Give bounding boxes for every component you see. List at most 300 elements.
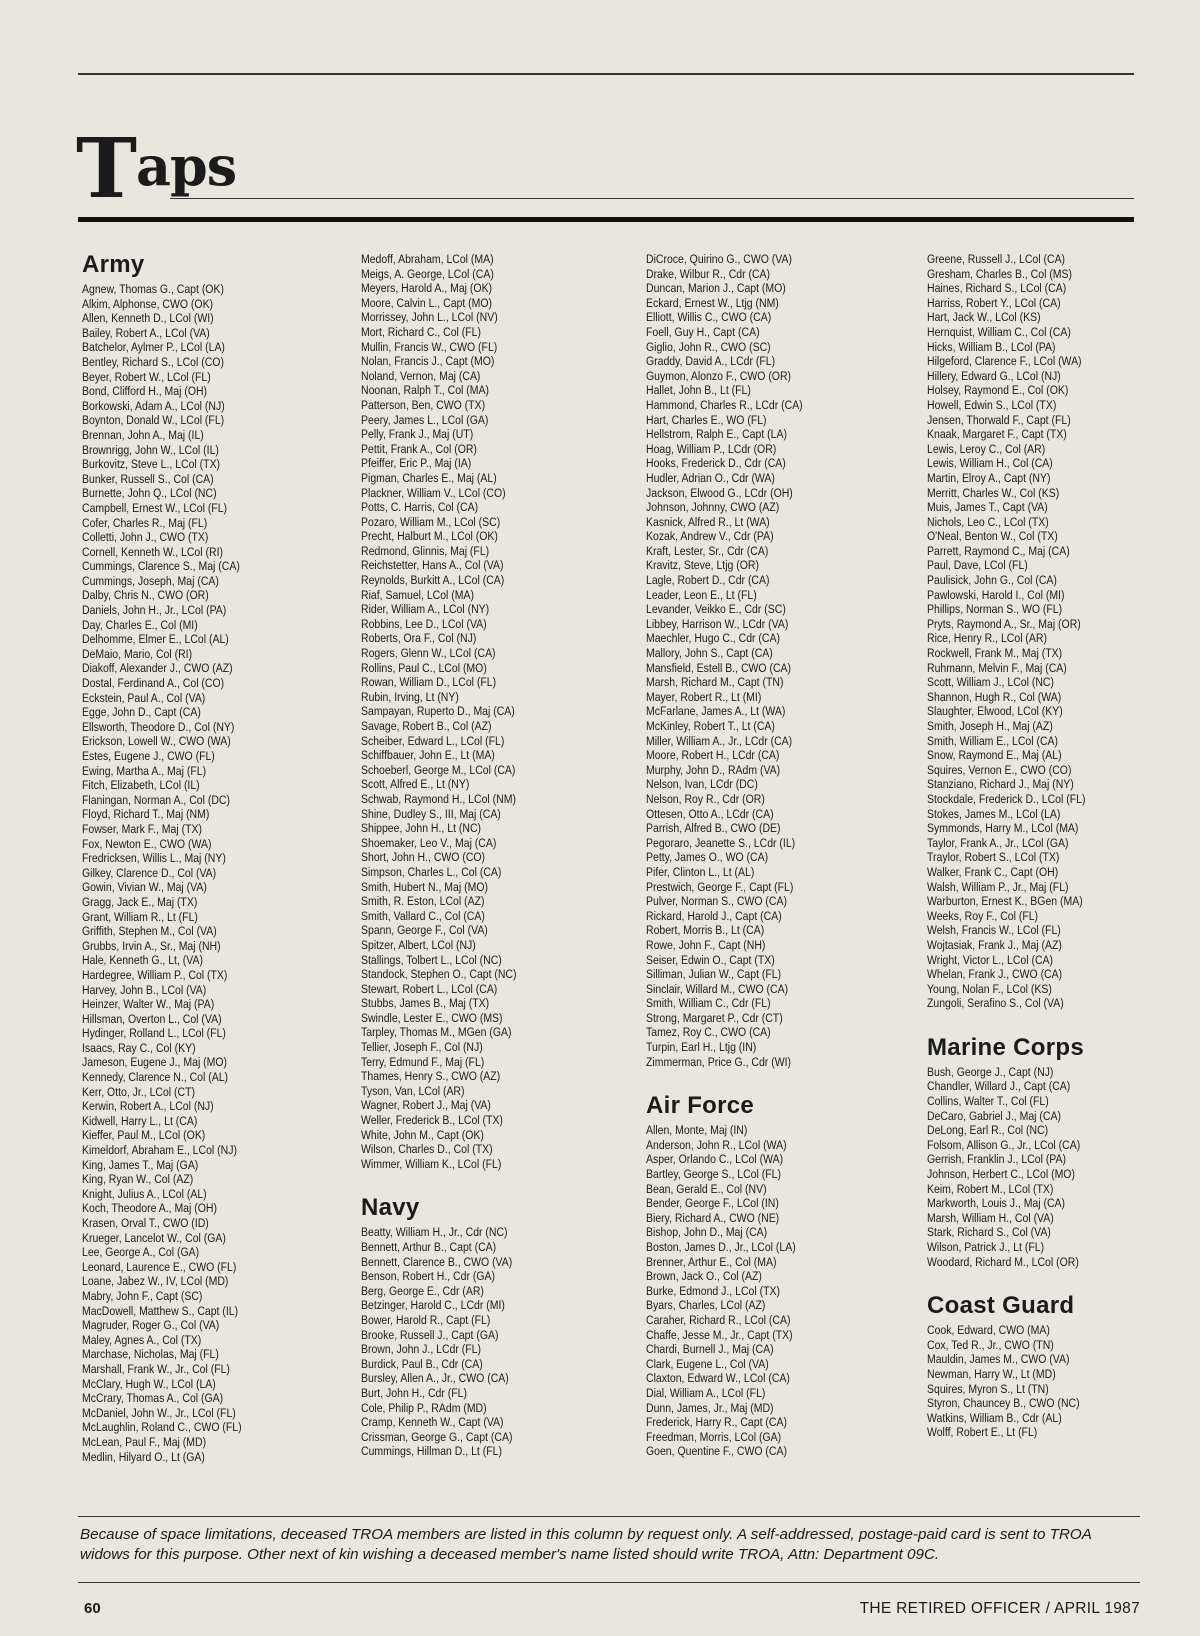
list-item: DiCroce, Quirino G., CWO (VA) xyxy=(646,252,792,266)
list-item: Floyd, Richard T., Maj (NM) xyxy=(82,807,210,822)
list-item: Bennett, Clarence B., CWO (VA) xyxy=(361,1254,513,1269)
list-item: Miller, William A., Jr., LCdr (CA) xyxy=(646,733,793,748)
list-item: Stallings, Tolbert L., LCol (NC) xyxy=(361,952,502,967)
list-item: Fox, Newton E., CWO (WA) xyxy=(82,836,212,851)
list-item: Folsom, Allison G., Jr., LCol (CA) xyxy=(927,1137,1081,1152)
list-item: Leonard, Laurence E., CWO (FL) xyxy=(82,1259,237,1274)
list-item: Drake, Wilbur R., Cdr (CA) xyxy=(646,266,771,281)
list-item: Mayer, Robert R., Lt (MI) xyxy=(646,689,762,704)
list-item: Delhomme, Elmer E., LCol (AL) xyxy=(82,632,229,647)
list-item: Kieffer, Paul M., LCol (OK) xyxy=(82,1128,206,1143)
list-item: Fitch, Elizabeth, LCol (IL) xyxy=(82,778,200,793)
list-item: Isaacs, Ray C., Col (KY) xyxy=(82,1040,196,1055)
list-item: Chardi, Burnell J., Maj (CA) xyxy=(646,1342,774,1357)
list-item: Lagle, Robert D., Cdr (CA) xyxy=(646,573,770,588)
list-item: Ruhmann, Melvin F., Maj (CA) xyxy=(927,660,1067,675)
list-item: Bush, George J., Capt (NJ) xyxy=(927,1064,1054,1079)
list-item: Leader, Leon E., Lt (FL) xyxy=(646,587,757,602)
footnote-bottom-rule xyxy=(78,1582,1140,1583)
list-item: Weeks, Roy F., Col (FL) xyxy=(927,908,1039,923)
list-item: Stokes, James M., LCol (LA) xyxy=(927,806,1061,821)
list-item: Hydinger, Rolland L., LCol (FL) xyxy=(82,1026,226,1041)
list-item: Jameson, Eugene J., Maj (MO) xyxy=(82,1055,228,1070)
list-item: Turpin, Earl H., Ltjg (IN) xyxy=(646,1040,757,1055)
column-2 xyxy=(361,252,631,1459)
list-item: Watkins, William B., Cdr (AL) xyxy=(927,1410,1062,1425)
list-item: Alkim, Alphonse, CWO (OK) xyxy=(82,296,214,311)
list-item: Ellsworth, Theodore D., Col (NY) xyxy=(82,719,235,734)
list-item: Rickard, Harold J., Capt (CA) xyxy=(646,908,782,923)
list-item: Holsey, Raymond E., Col (OK) xyxy=(927,383,1069,398)
list-item: Cummings, Clarence S., Maj (CA) xyxy=(82,559,240,574)
page-number: 60 xyxy=(84,1600,101,1617)
list-item: Hale, Kenneth G., Lt, (VA) xyxy=(82,953,203,968)
list-item: Rockwell, Frank M., Maj (TX) xyxy=(927,646,1063,661)
list-item: Gerrish, Franklin J., LCol (PA) xyxy=(927,1152,1067,1167)
list-item: Allen, Kenneth D., LCol (WI) xyxy=(82,311,214,326)
list-item: Knaak, Margaret F., Capt (TX) xyxy=(927,427,1067,442)
list-item: Bower, Harold R., Capt (FL) xyxy=(361,1312,491,1327)
list-item: Mauldin, James M., CWO (VA) xyxy=(927,1352,1070,1367)
coast-guard-list xyxy=(927,1323,1197,1440)
list-item: Swindle, Lester E., CWO (MS) xyxy=(361,1010,503,1025)
list-item: Fredricksen, Willis L., Maj (NY) xyxy=(82,851,226,866)
list-item: Fowser, Mark F., Maj (TX) xyxy=(82,821,202,836)
list-item: Parrish, Alfred B., CWO (DE) xyxy=(646,821,781,836)
list-item: Merritt, Charles W., Col (KS) xyxy=(927,485,1060,500)
list-item: MacDowell, Matthew S., Capt (IL) xyxy=(82,1303,239,1318)
list-item: Crissman, George G., Capt (CA) xyxy=(361,1429,513,1444)
column-4 xyxy=(927,252,1197,1440)
list-item: Griffith, Stephen M., Col (VA) xyxy=(82,924,217,939)
list-item: Brennan, John A., Maj (IL) xyxy=(82,427,204,442)
list-item: Patterson, Ben, CWO (TX) xyxy=(361,397,486,412)
list-item: Dial, William A., LCol (FL) xyxy=(646,1385,766,1400)
list-item: Standock, Stephen O., Capt (NC) xyxy=(361,967,517,982)
list-item: Ottesen, Otto A., LCdr (CA) xyxy=(646,806,774,821)
list-item: Hellstrom, Ralph E., Capt (LA) xyxy=(646,427,787,442)
list-item: Slaughter, Elwood, LCol (KY) xyxy=(927,704,1063,719)
list-item: Mullin, Francis W., CWO (FL) xyxy=(361,339,498,354)
list-item: Loane, Jabez W., IV, LCol (MD) xyxy=(82,1274,229,1289)
list-item: Cummings, Hillman D., Lt (FL) xyxy=(361,1444,502,1459)
list-item: Moore, Calvin L., Capt (MO) xyxy=(361,295,493,310)
list-item: Savage, Robert B., Col (AZ) xyxy=(361,719,492,733)
list-item: Eckard, Ernest W., Ltjg (NM) xyxy=(646,295,779,310)
list-item: Schoeberl, George M., LCol (CA) xyxy=(361,762,516,777)
list-item: Biery, Richard A., CWO (NE) xyxy=(646,1210,780,1225)
list-item: Kerr, Otto, Jr., LCol (CT) xyxy=(82,1084,195,1099)
list-item: Noonan, Ralph T., Col (MA) xyxy=(361,383,489,398)
list-item: Lewis, William H., Col (CA) xyxy=(927,456,1053,471)
list-item: Bartley, George S., LCol (FL) xyxy=(646,1167,781,1182)
list-item: Chaffe, Jesse M., Jr., Capt (TX) xyxy=(646,1327,793,1342)
list-item: Mallory, John S., Capt (CA) xyxy=(646,646,773,661)
list-item: Traylor, Robert S., LCol (TX) xyxy=(927,850,1060,865)
list-item: Mort, Richard C., Col (FL) xyxy=(361,324,481,339)
list-item: Kravitz, Steve, Ltjg (OR) xyxy=(646,558,759,573)
list-item: Goen, Quentine F., CWO (CA) xyxy=(646,1444,787,1459)
list-item: Wilson, Patrick J., Lt (FL) xyxy=(927,1240,1045,1254)
list-item: Medoff, Abraham, LCol (MA) xyxy=(361,252,494,266)
list-item: Jensen, Thorwald F., Capt (FL) xyxy=(927,412,1071,427)
list-item: Kidwell, Harry L., Lt (CA) xyxy=(82,1113,198,1128)
list-item: Giglio, John R., CWO (SC) xyxy=(646,339,771,354)
list-item: Rollins, Paul C., LCol (MO) xyxy=(361,660,487,675)
list-item: Terry, Edmund F., Maj (FL) xyxy=(361,1054,485,1069)
list-item: King, Ryan W., Col (AZ) xyxy=(82,1172,194,1187)
list-item: Dostal, Ferdinand A., Col (CO) xyxy=(82,676,225,691)
list-item: Cox, Ted R., Jr., CWO (TN) xyxy=(927,1337,1054,1352)
list-item: Pelly, Frank J., Maj (UT) xyxy=(361,427,474,442)
list-item: Lee, George A., Col (GA) xyxy=(82,1245,200,1260)
list-item: Zungoli, Serafino S., Col (VA) xyxy=(927,996,1064,1011)
navy-list-1 xyxy=(361,1225,631,1459)
list-item: White, John M., Capt (OK) xyxy=(361,1127,484,1142)
list-item: Pifer, Clinton L., Lt (AL) xyxy=(646,864,755,879)
list-item: Sampayan, Ruperto D., Maj (CA) xyxy=(361,704,515,719)
list-item: Warburton, Ernest K., BGen (MA) xyxy=(927,894,1083,909)
list-item: Bishop, John D., Maj (CA) xyxy=(646,1225,768,1240)
list-item: Levander, Veikko E., Cdr (SC) xyxy=(646,602,786,617)
list-item: Brown, Jack O., Col (AZ) xyxy=(646,1269,762,1284)
list-item: Koch, Theodore A., Maj (OH) xyxy=(82,1201,217,1216)
list-item: Shannon, Hugh R., Col (WA) xyxy=(927,689,1062,704)
list-item: Hoag, William P., LCdr (OR) xyxy=(646,441,777,456)
list-item: Kasnick, Alfred R., Lt (WA) xyxy=(646,514,770,529)
list-item: Pawlowski, Harold I., Col (MI) xyxy=(927,587,1065,602)
list-item: Rider, William A., LCol (NY) xyxy=(361,602,490,617)
list-item: Clark, Eugene L., Col (VA) xyxy=(646,1356,769,1371)
list-item: Zimmerman, Price G., Cdr (WI) xyxy=(646,1054,792,1069)
list-item: Cole, Philip P., RAdm (MD) xyxy=(361,1400,487,1415)
list-item: Stewart, Robert L., LCol (CA) xyxy=(361,981,498,996)
list-item: Shippee, John H., Lt (NC) xyxy=(361,821,482,836)
list-item: Duncan, Marion J., Capt (MO) xyxy=(646,281,786,296)
list-item: King, James T., Maj (GA) xyxy=(82,1157,199,1172)
list-item: Batchelor, Aylmer P., LCol (LA) xyxy=(82,340,225,355)
list-item: Markworth, Louis J., Maj (CA) xyxy=(927,1196,1066,1211)
list-item: Reichstetter, Hans A., Col (VA) xyxy=(361,558,504,573)
list-item: Graddy, David A., LCdr (FL) xyxy=(646,354,776,369)
list-item: Meyers, Harold A., Maj (OK) xyxy=(361,281,493,296)
title-rest: aps xyxy=(136,134,237,198)
list-item: Eckstein, Paul A., Col (VA) xyxy=(82,690,206,705)
list-item: Claxton, Edward W., LCol (CA) xyxy=(646,1371,790,1386)
list-item: Heinzer, Walter W., Maj (PA) xyxy=(82,997,215,1012)
list-item: Keim, Robert M., LCol (TX) xyxy=(927,1181,1054,1196)
navy-list-2 xyxy=(646,252,916,1069)
list-item: Scheiber, Edward L., LCol (FL) xyxy=(361,733,505,748)
publication-line: THE RETIRED OFFICER / APRIL 1987 xyxy=(859,1600,1140,1617)
list-item: Nelson, Ivan, LCdr (DC) xyxy=(646,777,758,792)
list-item: Diakoff, Alexander J., CWO (AZ) xyxy=(82,661,233,676)
list-item: Boynton, Donald W., LCol (FL) xyxy=(82,413,225,428)
list-item: Maechler, Hugo C., Cdr (CA) xyxy=(646,631,780,646)
list-item: Riaf, Samuel, LCol (MA) xyxy=(361,587,474,602)
list-item: Smith, William C., Cdr (FL) xyxy=(646,996,771,1011)
list-item: Tellier, Joseph F., Col (NJ) xyxy=(361,1040,483,1055)
list-item: Robert, Morris B., Lt (CA) xyxy=(646,923,765,938)
list-item: Gowin, Vivian W., Maj (VA) xyxy=(82,880,207,895)
list-item: Spitzer, Albert, LCol (NJ) xyxy=(361,937,476,952)
list-item: Hallet, John B., Lt (FL) xyxy=(646,383,751,398)
list-item: Hillsman, Overton L., Col (VA) xyxy=(82,1011,222,1026)
list-item: Cofer, Charles R., Maj (FL) xyxy=(82,515,208,530)
list-item: Phillips, Norman S., WO (FL) xyxy=(927,602,1063,617)
list-item: Daniels, John H., Jr., LCol (PA) xyxy=(82,603,227,618)
list-item: Petty, James O., WO (CA) xyxy=(646,850,769,865)
list-item: Beatty, William H., Jr., Cdr (NC) xyxy=(361,1225,508,1240)
list-item: Wolff, Robert E., Lt (FL) xyxy=(927,1425,1038,1440)
list-item: Muis, James T., Capt (VA) xyxy=(927,500,1048,515)
top-rule xyxy=(78,73,1134,75)
list-item: Wagner, Robert J., Maj (VA) xyxy=(361,1098,491,1113)
section-heading-coast-guard: Coast Guard xyxy=(927,1292,1075,1320)
list-item: Weller, Frederick B., LCol (TX) xyxy=(361,1113,503,1128)
list-item: Hernquist, William C., Col (CA) xyxy=(927,324,1071,339)
army-list-1 xyxy=(82,282,352,1464)
list-item: Bond, Clifford H., Maj (OH) xyxy=(82,384,208,399)
list-item: Greene, Russell J., LCol (CA) xyxy=(927,252,1066,266)
list-item: Frederick, Harry R., Capt (CA) xyxy=(646,1415,787,1430)
list-item: Bean, Gerald E., Col (NV) xyxy=(646,1181,767,1196)
list-item: Pfeiffer, Eric P., Maj (IA) xyxy=(361,456,472,471)
list-item: Cummings, Joseph, Maj (CA) xyxy=(82,573,219,588)
list-item: Ewing, Martha A., Maj (FL) xyxy=(82,763,207,778)
list-item: Scott, William J., LCol (NC) xyxy=(927,675,1054,690)
list-item: Knight, Julius A., LCol (AL) xyxy=(82,1186,207,1201)
list-item: Smith, Vallard C., Col (CA) xyxy=(361,908,485,923)
list-item: Kimeldorf, Abraham E., LCol (NJ) xyxy=(82,1143,237,1158)
list-item: Magruder, Roger G., Col (VA) xyxy=(82,1318,220,1333)
air-force-list-1 xyxy=(646,1123,916,1459)
list-item: Marshall, Frank W., Jr., Col (FL) xyxy=(82,1361,230,1376)
list-item: Smith, William E., LCol (CA) xyxy=(927,733,1059,748)
list-item: Hardegree, William P., Col (TX) xyxy=(82,967,228,982)
list-item: Burt, John H., Cdr (FL) xyxy=(361,1385,468,1400)
list-item: Squires, Vernon E., CWO (CO) xyxy=(927,762,1072,777)
list-item: Dunn, James, Jr., Maj (MD) xyxy=(646,1400,774,1415)
list-item: Egge, John D., Capt (CA) xyxy=(82,705,201,720)
list-item: Mansfield, Estell B., CWO (CA) xyxy=(646,660,792,675)
list-item: Nelson, Roy R., Cdr (OR) xyxy=(646,791,765,806)
list-item: Caraher, Richard R., LCol (CA) xyxy=(646,1312,791,1327)
list-item: Allen, Monte, Maj (IN) xyxy=(646,1123,748,1138)
list-item: Day, Charles E., Col (MI) xyxy=(82,617,198,632)
list-item: Pulver, Norman S., CWO (CA) xyxy=(646,894,787,909)
list-item: Moore, Robert H., LCdr (CA) xyxy=(646,748,780,763)
list-item: Gresham, Charles B., Col (MS) xyxy=(927,266,1073,281)
list-item: Newman, Harry W., Lt (MD) xyxy=(927,1366,1056,1381)
list-item: Howell, Edwin S., LCol (TX) xyxy=(927,397,1057,412)
list-item: Shoemaker, Leo V., Maj (CA) xyxy=(361,835,497,850)
list-item: Mabry, John F., Capt (SC) xyxy=(82,1288,203,1303)
footnote: Because of space limitations, deceased TROA members are listed in this column by request only. A self-addressed, postage-paid card is sent to TROA widows for this purpose. Other next of kin wishing a deceased member's name listed should write TROA, Attn: Department 09C. xyxy=(80,1526,1092,1563)
list-item: Betzinger, Harold C., LCdr (MI) xyxy=(361,1298,505,1313)
list-item: Robbins, Lee D., LCol (VA) xyxy=(361,616,487,631)
list-item: Cramp, Kenneth W., Capt (VA) xyxy=(361,1415,504,1430)
list-item: Hillery, Edward G., LCol (NJ) xyxy=(927,368,1061,383)
list-item: McLaughlin, Roland C., CWO (FL) xyxy=(82,1420,242,1435)
list-item: Brooke, Russell J., Capt (GA) xyxy=(361,1327,499,1342)
list-item: Krueger, Lancelot W., Col (GA) xyxy=(82,1230,226,1245)
list-item: Smith, Joseph H., Maj (AZ) xyxy=(927,719,1053,733)
list-item: Hudler, Adrian O., Cdr (WA) xyxy=(646,470,775,485)
air-force-list-2 xyxy=(927,252,1197,1011)
list-item: Martin, Elroy A., Capt (NY) xyxy=(927,470,1051,485)
list-item: Hicks, William B., LCol (PA) xyxy=(927,339,1056,354)
title-initial: T xyxy=(76,121,137,217)
list-item: Spann, George F., Col (VA) xyxy=(361,923,488,938)
list-item: McCrary, Thomas A., Col (GA) xyxy=(82,1391,224,1406)
list-item: McLean, Paul F., Maj (MD) xyxy=(82,1434,207,1449)
section-heading-air-force: Air Force xyxy=(646,1092,755,1120)
list-item: Marsh, Richard M., Capt (TN) xyxy=(646,675,784,690)
list-item: Grubbs, Irvin A., Sr., Maj (NH) xyxy=(82,938,221,953)
list-item: Dalby, Chris N., CWO (OR) xyxy=(82,588,209,603)
header-thick-rule xyxy=(78,217,1134,222)
list-item: Bunker, Russell S., Col (CA) xyxy=(82,471,214,486)
list-item: DeMaio, Mario, Col (RI) xyxy=(82,646,193,661)
list-item: Snow, Raymond E., Maj (AL) xyxy=(927,748,1062,763)
list-item: Collins, Walter T., Col (FL) xyxy=(927,1094,1049,1109)
footnote-top-rule xyxy=(78,1516,1140,1517)
list-item: Reynolds, Burkitt A., LCol (CA) xyxy=(361,573,505,588)
list-item: Rowan, William D., LCol (FL) xyxy=(361,675,497,690)
list-item: Freedman, Morris, LCol (GA) xyxy=(646,1429,782,1444)
list-item: Stockdale, Frederick D., LCol (FL) xyxy=(927,791,1086,806)
list-item: Pryts, Raymond A., Sr., Maj (OR) xyxy=(927,616,1081,631)
list-item: Bursley, Allen A., Jr., CWO (CA) xyxy=(361,1371,509,1386)
list-item: Colletti, John J., CWO (TX) xyxy=(82,530,209,545)
list-item: Pigman, Charles E., Maj (AL) xyxy=(361,470,497,485)
list-item: Stubbs, James B., Maj (TX) xyxy=(361,996,490,1011)
list-item: Bennett, Arthur B., Capt (CA) xyxy=(361,1240,497,1254)
list-item: Flaningan, Norman A., Col (DC) xyxy=(82,792,230,807)
list-item: Berg, George E., Cdr (AR) xyxy=(361,1283,484,1298)
list-item: Plackner, William V., LCol (CO) xyxy=(361,485,506,500)
list-item: Boston, James D., Jr., LCol (LA) xyxy=(646,1240,796,1254)
list-item: Peery, James L., LCol (GA) xyxy=(361,412,489,427)
list-item: Walker, Frank C., Capt (OH) xyxy=(927,864,1059,879)
list-item: Cook, Edward, CWO (MA) xyxy=(927,1323,1050,1338)
list-item: Wilson, Charles D., Col (TX) xyxy=(361,1142,493,1157)
list-item: Borkowski, Adam A., LCol (NJ) xyxy=(82,398,225,413)
list-item: Grant, William R., Lt (FL) xyxy=(82,909,198,924)
list-item: Hilgeford, Clarence F., LCol (WA) xyxy=(927,354,1082,369)
list-item: Pozaro, William M., LCol (SC) xyxy=(361,514,501,529)
list-item: Welsh, Francis W., LCol (FL) xyxy=(927,923,1061,938)
list-item: Kennedy, Clarence N., Col (AL) xyxy=(82,1070,229,1085)
list-item: Styron, Chauncey B., CWO (NC) xyxy=(927,1396,1080,1411)
list-item: Nolan, Francis J., Capt (MO) xyxy=(361,354,495,369)
list-item: Parrett, Raymond C., Maj (CA) xyxy=(927,543,1070,558)
list-item: Byars, Charles, LCol (AZ) xyxy=(646,1298,766,1313)
list-item: Brownrigg, John W., LCol (IL) xyxy=(82,442,219,457)
list-item: Johnson, Johnny, CWO (AZ) xyxy=(646,500,780,515)
list-item: Precht, Halburt M., LCol (OK) xyxy=(361,529,498,544)
list-item: Burkovitz, Steve L., LCol (TX) xyxy=(82,457,221,472)
list-item: DeLong, Earl R., Col (NC) xyxy=(927,1123,1049,1138)
list-item: Murphy, John D., RAdm (VA) xyxy=(646,762,781,777)
list-item: Wright, Victor L., LCol (CA) xyxy=(927,952,1054,967)
list-item: Marchase, Nicholas, Maj (FL) xyxy=(82,1347,219,1362)
list-item: Burke, Edmond J., LCol (TX) xyxy=(646,1283,780,1298)
list-item: Gilkey, Clarence D., Col (VA) xyxy=(82,865,217,880)
army-list-2 xyxy=(361,252,631,1171)
list-item: Tarpley, Thomas M., MGen (GA) xyxy=(361,1025,512,1040)
list-item: Bentley, Richard S., LCol (CO) xyxy=(82,354,224,369)
list-item: Bender, George F., LCol (IN) xyxy=(646,1196,779,1211)
list-item: Meigs, A. George, LCol (CA) xyxy=(361,266,494,281)
list-item: Libbey, Harrison W., LCdr (VA) xyxy=(646,616,789,631)
section-heading-navy: Navy xyxy=(361,1194,420,1222)
list-item: Kozak, Andrew V., Cdr (PA) xyxy=(646,529,774,544)
list-item: Potts, C. Harris, Col (CA) xyxy=(361,500,479,515)
list-item: Symmonds, Harry M., LCol (MA) xyxy=(927,821,1079,836)
list-item: Asper, Orlando C., LCol (WA) xyxy=(646,1152,784,1167)
list-item: Estes, Eugene J., CWO (FL) xyxy=(82,749,215,763)
list-item: Wimmer, William K., LCol (FL) xyxy=(361,1156,502,1171)
list-item: Walsh, William P., Jr., Maj (FL) xyxy=(927,879,1069,894)
list-item: Young, Nolan F., LCol (KS) xyxy=(927,981,1052,996)
column-1 xyxy=(82,252,352,1464)
list-item: Marsh, William H., Col (VA) xyxy=(927,1210,1054,1225)
list-item: Brenner, Arthur E., Col (MA) xyxy=(646,1254,777,1269)
list-item: Pettit, Frank A., Col (OR) xyxy=(361,441,477,456)
list-item: Nichols, Leo C., LCol (TX) xyxy=(927,514,1049,529)
title-rule xyxy=(170,198,1134,199)
list-item: Guymon, Alonzo F., CWO (OR) xyxy=(646,368,792,383)
list-item: Roberts, Ora F., Col (NJ) xyxy=(361,631,477,646)
list-item: Elliott, Willis C., CWO (CA) xyxy=(646,310,772,325)
list-item: Hart, Charles E., WO (FL) xyxy=(646,412,767,427)
list-item: Seiser, Edwin O., Capt (TX) xyxy=(646,952,775,967)
list-item: Hammond, Charles R., LCdr (CA) xyxy=(646,397,803,412)
list-item: Stark, Richard S., Col (VA) xyxy=(927,1225,1051,1240)
list-item: Johnson, Herbert C., LCol (MO) xyxy=(927,1167,1075,1182)
list-item: McClary, Hugh W., LCol (LA) xyxy=(82,1376,216,1391)
list-item: Shine, Dudley S., III, Maj (CA) xyxy=(361,806,501,821)
list-item: Schwab, Raymond H., LCol (NM) xyxy=(361,791,516,806)
list-item: Anderson, John R., LCol (WA) xyxy=(646,1137,787,1152)
list-item: Noland, Vernon, Maj (CA) xyxy=(361,368,481,383)
list-item: Schiffbauer, John E., Lt (MA) xyxy=(361,748,495,763)
list-item: Brown, John J., LCdr (FL) xyxy=(361,1342,481,1357)
list-item: Burdick, Paul B., Cdr (CA) xyxy=(361,1356,483,1371)
list-item: Chandler, Willard J., Capt (CA) xyxy=(927,1079,1071,1094)
list-item: Rice, Henry R., LCol (AR) xyxy=(927,631,1047,646)
list-item: Tamez, Roy C., CWO (CA) xyxy=(646,1025,771,1040)
list-item: Medlin, Hilyard O., Lt (GA) xyxy=(82,1449,205,1464)
list-item: Short, John H., CWO (CO) xyxy=(361,850,486,865)
list-item: Hart, Jack W., LCol (KS) xyxy=(927,310,1041,325)
list-item: Thames, Henry S., CWO (AZ) xyxy=(361,1069,501,1084)
list-item: Pegoraro, Jeanette S., LCdr (IL) xyxy=(646,835,796,850)
list-item: O'Neal, Benton W., Col (TX) xyxy=(927,529,1058,544)
list-item: Campbell, Ernest W., LCol (FL) xyxy=(82,500,228,515)
list-item: Stanziano, Richard J., Maj (NY) xyxy=(927,777,1074,792)
list-item: Strong, Margaret P., Cdr (CT) xyxy=(646,1010,783,1025)
list-item: Erickson, Lowell W., CWO (WA) xyxy=(82,734,231,749)
section-heading-marine-corps: Marine Corps xyxy=(927,1033,1084,1061)
list-item: Harriss, Robert Y., LCol (CA) xyxy=(927,295,1061,310)
list-item: Paul, Dave, LCol (FL) xyxy=(927,558,1028,573)
list-item: Redmond, Glinnis, Maj (FL) xyxy=(361,543,490,558)
list-item: Bailey, Robert A., LCol (VA) xyxy=(82,325,210,340)
list-item: Taylor, Frank A., Jr., LCol (GA) xyxy=(927,835,1069,850)
